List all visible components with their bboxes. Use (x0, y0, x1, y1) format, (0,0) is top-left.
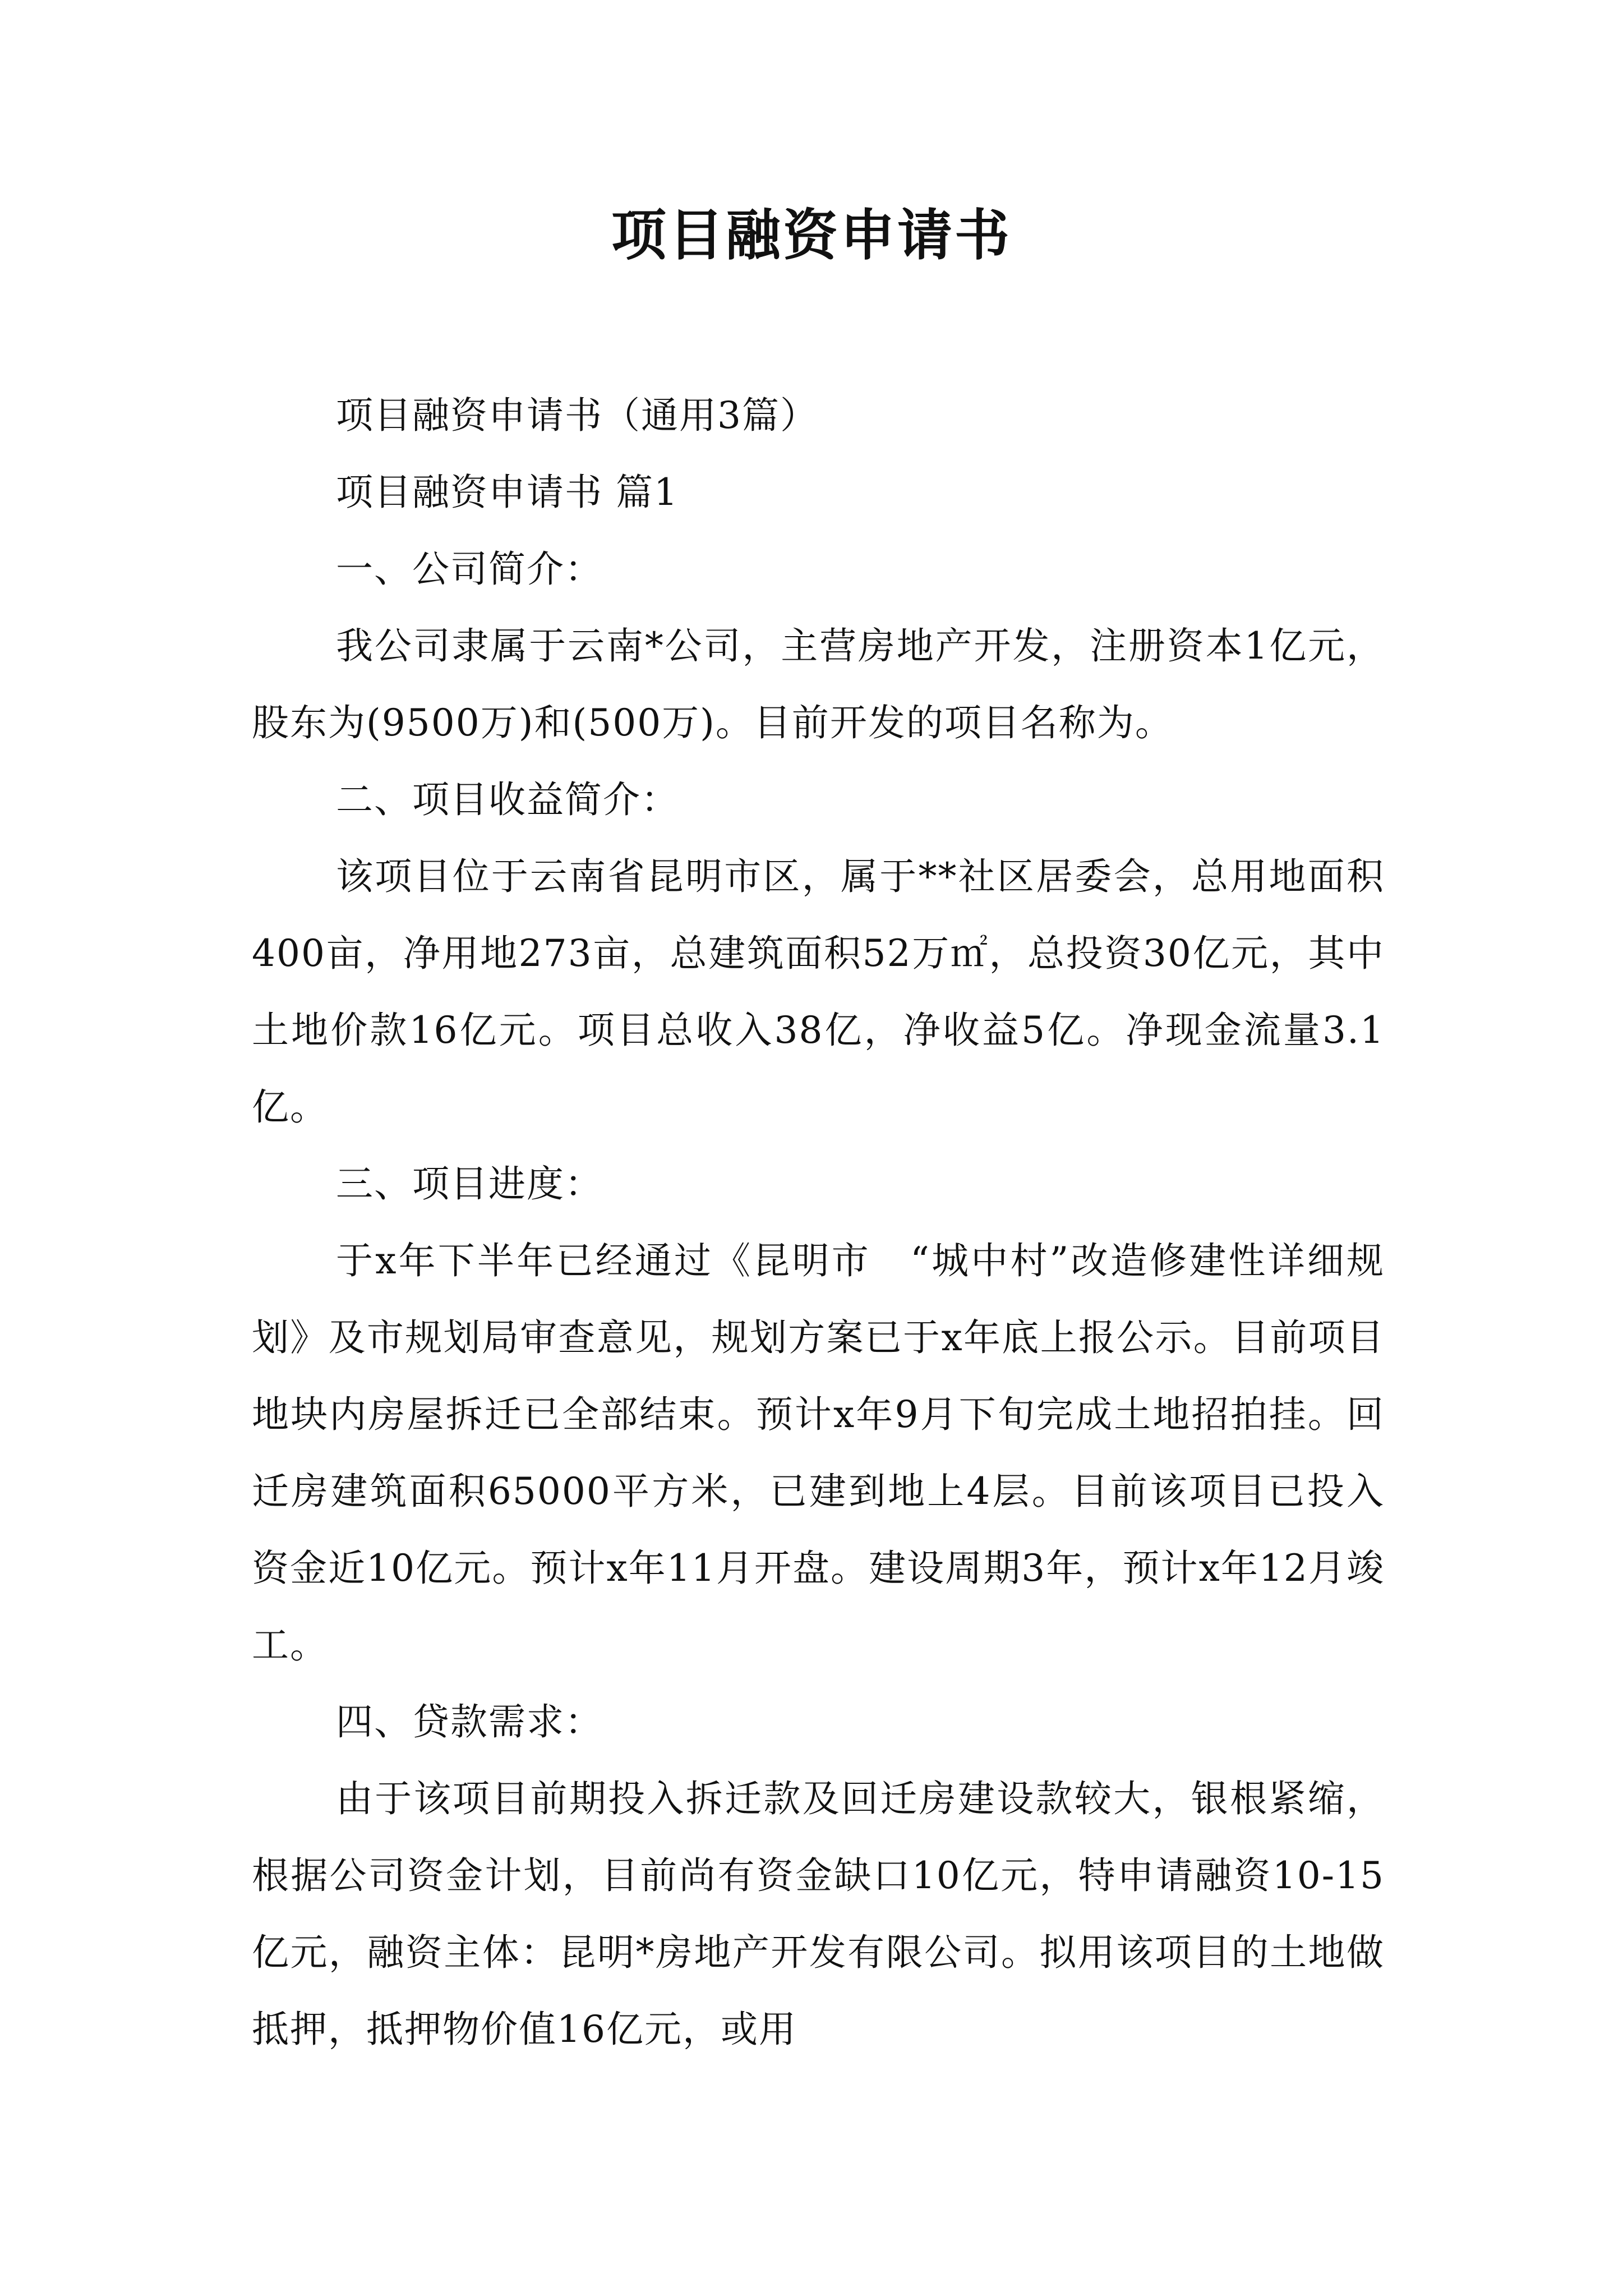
heading-loan-demand: 四、贷款需求： (336, 1700, 603, 1743)
paragraph-company-intro: 我公司隶属于云南*公司，主营房地产开发，注册资本1亿元，股东为(9500万)和(500万)。目前开发的项目名称为。 (252, 624, 1385, 744)
section-heading-part-1: 项目融资申请书 篇1 (336, 471, 679, 514)
document-title: 项目融资申请书 (611, 204, 1012, 268)
heading-company-intro: 一、公司简介： (336, 547, 603, 591)
document-body (252, 377, 1385, 2068)
paragraph-loan-demand: 由于该项目前期投入拆迁款及回迁房建设款较大，银根紧缩，根据公司资金计划，目前尚有资金缺口10亿元，特申请融资10-15亿元，融资主体：昆明*房地产开发有限公司。拟用该项目的土地做抵押，抵押物价值16亿元，或用 (252, 1777, 1385, 2051)
heading-project-progress: 三、项目进度： (336, 1162, 603, 1205)
document-subtitle: 项目融资申请书（通用3篇） (336, 394, 818, 437)
paragraph-project-revenue: 该项目位于云南省昆明市区，属于**社区居委会，总用地面积400亩，净用地273亩，总建筑面积52万㎡，总投资30亿元，其中土地价款16亿元。项目总收入38亿，净收益5亿。净现金流量3.1亿。 (252, 855, 1385, 1129)
paragraph-project-progress: 于x年下半年已经通过《昆明市 “城中村”改造修建性详细规划》及市规划局审查意见，规划方案已于x年底上报公示。目前项目地块内房屋拆迁已全部结束。预计x年9月下旬完成土地招拍挂。回迁房建筑面积65000平方米，已建到地上4层。目前该项目已投入资金近10亿元。预计x年11月开盘。建设周期3年，预计x年12月竣工。 (252, 1239, 1385, 1667)
heading-project-revenue: 二、项目收益简介： (336, 778, 679, 821)
